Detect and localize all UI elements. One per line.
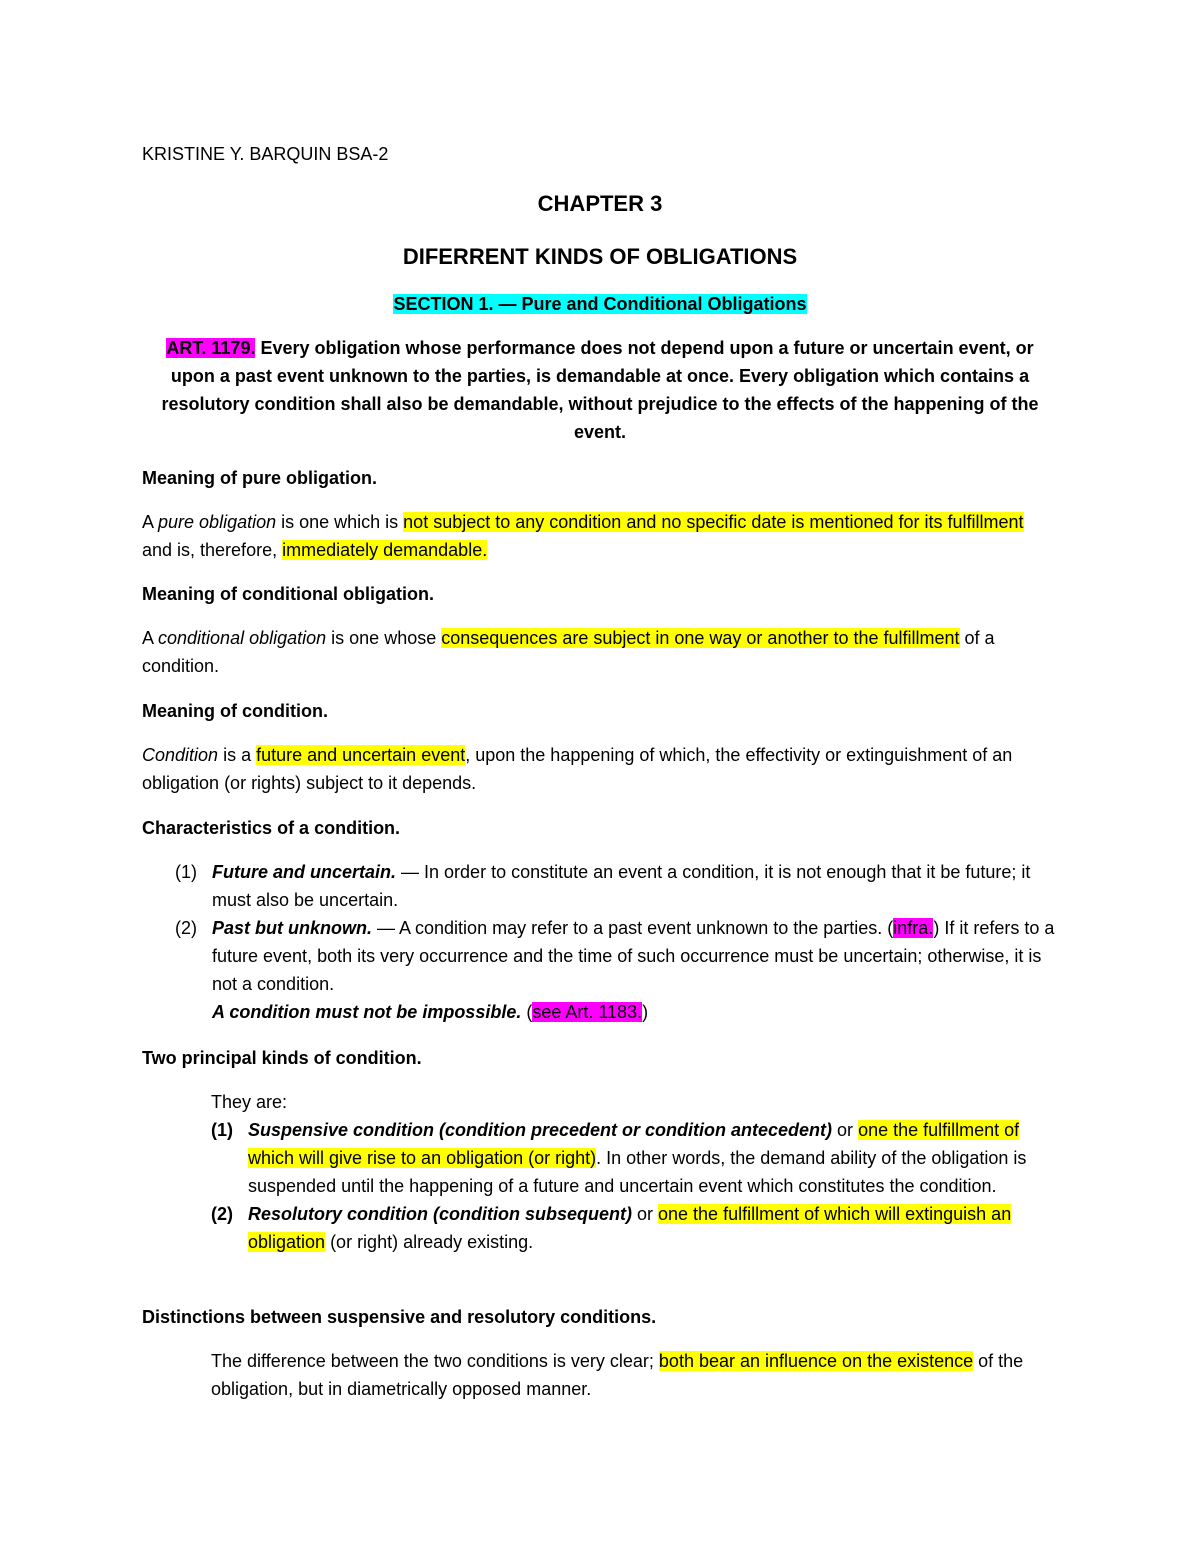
kinds-list xyxy=(211,1116,1058,1256)
text-run: A xyxy=(142,628,159,648)
list-item xyxy=(211,1200,1058,1256)
highlight: one the fulfillment of which will give rise to an obligation (or right) xyxy=(248,1120,1020,1168)
highlight: not subject to any condition and no specific date is mentioned for its fulfillment xyxy=(403,512,1024,532)
highlight: one the fulfillment of which will extinguish an obligation xyxy=(248,1204,1012,1252)
text-run: ( xyxy=(521,1002,533,1022)
list-item xyxy=(211,1116,1058,1200)
term: Condition xyxy=(142,745,219,765)
article-text: Every obligation whose performance does not depend upon a future or uncertain event, or upon a past event unknown to the parties, is demandable at once. Every obligation which contains a resolutory condition shall also be demandable, without prejudice to the effects of the happening of the event. xyxy=(161,338,1039,442)
list-item xyxy=(175,858,1058,914)
text-run: , upon the happening of which, the effectivity or extinguishment of an obligation (or rights) subject to it depends. xyxy=(142,745,1013,793)
highlight: see Art. 1183. xyxy=(532,1002,643,1022)
term: conditional obligation xyxy=(158,628,327,648)
list-number: (1) xyxy=(175,862,197,882)
section-heading-text: SECTION 1. — Pure and Conditional Obligations xyxy=(393,294,807,314)
text-run: ) xyxy=(642,1002,649,1022)
text-run: or xyxy=(832,1120,859,1140)
article-1179 xyxy=(142,334,1058,446)
highlight: consequences are subject in one way or another to the fulfillment xyxy=(441,628,960,648)
chapter-subtitle: DIFERRENT KINDS OF OBLIGATIONS xyxy=(402,244,798,269)
text-run: A xyxy=(142,512,159,532)
list-item xyxy=(175,914,1058,1026)
characteristics-heading: Characteristics of a condition. xyxy=(142,818,401,838)
highlight: future and uncertain event xyxy=(256,745,466,765)
characteristics-list xyxy=(175,858,1058,1026)
text-run: is a xyxy=(218,745,257,765)
term: Resolutory condition (condition subsequent) xyxy=(248,1204,632,1224)
term: Past but unknown. xyxy=(212,918,372,938)
highlight: both bear an influence on the existence xyxy=(658,1351,974,1371)
list-number: (2) xyxy=(211,1204,233,1224)
kinds-heading: Two principal kinds of condition. xyxy=(142,1048,422,1068)
highlight: infra. xyxy=(893,918,934,938)
article-label: ART. 1179. xyxy=(166,338,256,358)
conditional-obligation-paragraph xyxy=(142,624,1058,680)
chapter-title: CHAPTER 3 xyxy=(537,191,663,216)
text-run: or xyxy=(632,1204,659,1224)
text-run: of a condition. xyxy=(142,628,995,676)
pure-obligation-heading: Meaning of pure obligation. xyxy=(142,468,377,488)
text-run: — A condition may refer to a past event unknown to the parties. ( xyxy=(372,918,894,938)
pure-obligation-paragraph xyxy=(142,508,1058,564)
text-run: of the obligation, but in diametrically opposed manner. xyxy=(211,1351,1024,1399)
text-run: ) If it refers to a future event, both its very occurrence and the time of such occurrence must be uncertain; otherwise, it is not a condition. xyxy=(212,918,1055,994)
condition-paragraph xyxy=(142,741,1058,797)
distinctions-paragraph xyxy=(211,1347,1058,1403)
section-heading xyxy=(0,290,1200,318)
text-run: The difference between the two conditions is very clear; xyxy=(211,1351,659,1371)
text-run: (or right) already existing. xyxy=(325,1232,534,1252)
term: Suspensive condition (condition precedent or condition antecedent) xyxy=(248,1120,833,1140)
term: Future and uncertain. xyxy=(212,862,397,882)
list-number: (1) xyxy=(211,1120,233,1140)
author-line: KRISTINE Y. BARQUIN BSA-2 xyxy=(142,144,389,164)
conditional-obligation-heading: Meaning of conditional obligation. xyxy=(142,584,434,604)
text-run: and is, therefore, xyxy=(142,540,283,560)
condition-heading: Meaning of condition. xyxy=(142,701,328,721)
text-run: — In order to constitute an event a condition, it is not enough that it be future; it must also be uncertain. xyxy=(212,862,1031,910)
kinds-intro: They are: xyxy=(211,1092,288,1112)
distinctions-heading: Distinctions between suspensive and resolutory conditions. xyxy=(142,1307,657,1327)
text-run: . In other words, the demand ability of the obligation is suspended until the happening of a future and uncertain event which constitutes the condition. xyxy=(248,1148,1027,1196)
list-number: (2) xyxy=(175,918,197,938)
note: A condition must not be impossible. xyxy=(212,1002,522,1022)
term: pure obligation xyxy=(158,512,277,532)
text-run: is one which is xyxy=(276,512,404,532)
text-run: is one whose xyxy=(326,628,442,648)
highlight: immediately demandable. xyxy=(282,540,488,560)
